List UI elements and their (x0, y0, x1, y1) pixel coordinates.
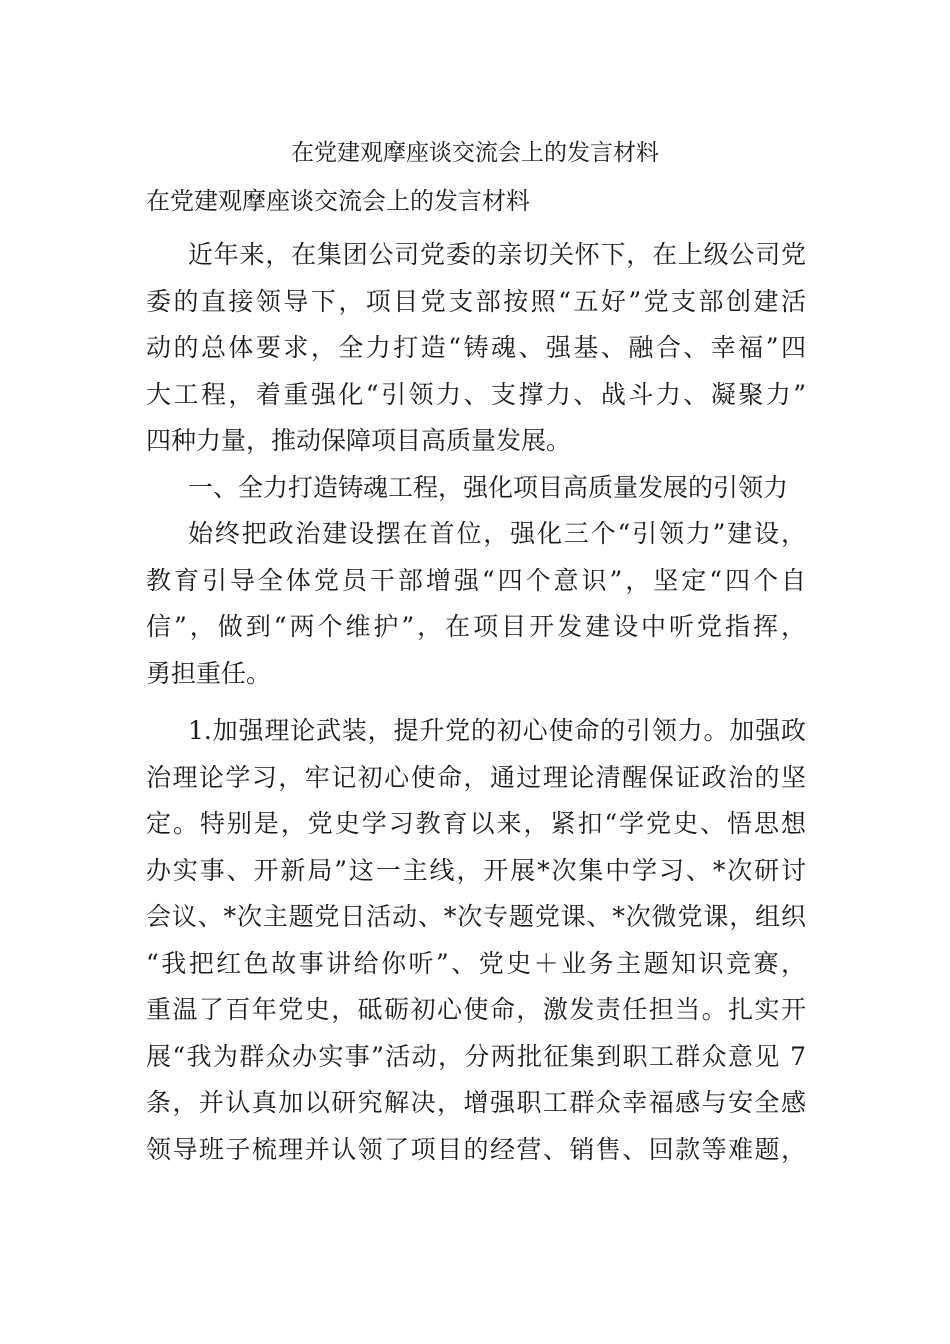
text-line: 教育引导全体党员干部增强“四个意识”，坚定“四个自 (146, 565, 806, 595)
text-line: 办实事、开新局”这一主线，开展*次集中学习、*次研讨 (146, 855, 806, 885)
paragraph-spacer (146, 697, 806, 708)
text-line: 动的总体要求，全力打造“铸魂、强基、融合、幸福”四 (146, 333, 806, 362)
text-line: 领导班子梳理并认领了项目的经营、销售、回款等难题， (146, 1134, 806, 1164)
document-body (146, 232, 806, 1173)
text-line: 条，并认真加以研究解决，增强职工群众幸福感与安全感 (146, 1088, 806, 1117)
text-line: 始终把政治建设摆在首位，强化三个“引领力”建设， (188, 519, 806, 548)
text-line: 展“我为群众办实事”活动，分两批征集到职工群众意见 7 (146, 1041, 806, 1071)
paragraph-item-1 (146, 708, 806, 1173)
section-heading-1 (146, 465, 806, 512)
text-line: 信”，做到“两个维护”，在项目开发建设中听党指挥， (146, 612, 806, 641)
text-line: 会议、*次主题党日活动、*次专题党课、*次微党课，组织 (146, 902, 806, 931)
text-line: 大工程，着重强化“引领力、支撑力、战斗力、凝聚力” (146, 379, 806, 409)
text-line: 勇担重任。 (146, 658, 272, 688)
page-title: 在党建观摩座谈交流会上的发言材料 (291, 140, 659, 166)
text-line: 委的直接领导下，项目党支部按照“五好”党支部创建活 (146, 286, 806, 316)
text-line: 四种力量，推动保障项目高质量发展。 (146, 426, 572, 455)
text-line: 1.加强理论武装，提升党的初心使命的引领力。加强政 (188, 716, 806, 745)
text-line: 治理论学习，牢记初心使命，通过理论清醒保证政治的坚 (146, 762, 806, 792)
heading-line: 一、全力打造铸魂工程，强化项目高质量发展的引领力 (188, 472, 789, 502)
document-subtitle: 在党建观摩座谈交流会上的发言材料 (146, 187, 530, 215)
text-line: 近年来，在集团公司党委的亲切关怀下，在上级公司党 (188, 240, 806, 269)
text-line: “我把红色故事讲给你听”、党史＋业务主题知识竞赛， (146, 948, 806, 978)
text-line: 重温了百年党史，砥砺初心使命，激发责任担当。扎实开 (146, 995, 806, 1024)
text-line: 定。特别是，党史学习教育以来，紧扣“学党史、悟思想 (146, 809, 806, 838)
paragraph-intro (146, 232, 806, 465)
paragraph-section-1 (146, 511, 806, 697)
